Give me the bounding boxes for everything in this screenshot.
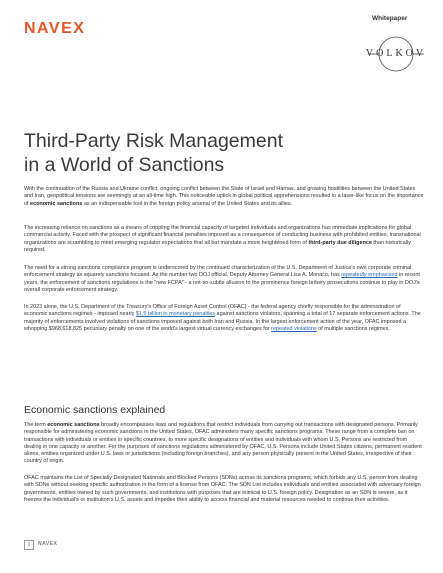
sanctions-explained-paragraph	[24, 422, 424, 466]
document-type-label: Whitepaper	[372, 15, 408, 22]
p3-text-a: The need for a strong sanctions compliance program is underscored by the continued characterization of the U.S. Department of Justice's own corporate criminal enforcement strategy as squarely sanctions focused. As the number two DOJ official, Deputy Attorney General Lisa A. Monaco, has	[24, 265, 412, 279]
volkov-logo	[360, 34, 432, 74]
p5-text-a: The term	[24, 422, 48, 428]
ofac-2023-paragraph	[24, 304, 424, 333]
navex-logo: NAVEX	[24, 20, 86, 37]
reliance-paragraph	[24, 225, 424, 254]
p1-bold: economic sanctions	[30, 200, 83, 207]
title-line-1: Third-Party Risk Management	[24, 130, 284, 152]
title-line-2: in a World of Sanctions	[24, 154, 225, 176]
intro-paragraph	[24, 186, 424, 208]
repeated-violations-link[interactable]: repeated violations	[271, 325, 317, 332]
p4-text-b: against sanctions violators, spanning a total of 17 separate enforcement actions. The majority of enforcements involved violations of sanctions imposed against both Iran and Russia. In the largest enforcement action of the year, OFAC imposed a whopping $968,618,825 pecuniary penalty on one of the world's largest virtual currency exchanges for	[24, 311, 421, 332]
page-title	[24, 129, 404, 177]
p2-text-c: than historically required.	[24, 239, 411, 253]
p5-text-c: broadly encompasses laws and regulations that restrict individuals from carrying out transactions with designated persons. Primarily responsible for administering economic sanctions in the United States, OFAC administers many specific sanctions programs. These range from a complete ban on transactions with individuals or entities in specific countries, to more specific designations of entities and individuals with whom U.S. Persons are restricted from dealing in one capacity or another. For the purposes of sanctions regulations administered by OFAC, U.S. Persons include United States citizens, permanent resident aliens, entities organized under U.S. laws or jurisdictions (including foreign branches), and any person physically present in the United States, irrespective of their country of origin.	[24, 422, 422, 465]
p1-text-a: With the continuation of the Russia and Ukraine conflict, ongoing conflict between the State of Israel and Hamas, and growing hostilities between the United States and Iran, geopolitical tensions are seemingly at an all-time high. This noticeable uptick in global political apprehensions resulted in a laser-like focus on the importance of	[24, 186, 424, 207]
doj-paragraph	[24, 265, 424, 294]
p4-text-c: of multiple sanctions regimes.	[316, 325, 390, 332]
p5-bold: economic sanctions	[47, 422, 100, 428]
p2-text-a: The increasing reliance on sanctions as a means of crippling the financial capacity of targeted individuals and organizations has immediate implications for global commercial activity. Faced with the prospect of significant financial penalties imposed as a consequence of conducting business with prohibited entities, transnational organizations are scrambling to meet emerging regulator expectations that all but mandate a more heightened form of	[24, 225, 421, 246]
p4-text-a: In 2023 alone, the U.S. Department of the Treasury's Office of Foreign Asset Control (OFAC) - the federal agency chiefly responsible for the administration of economic sanctions regimes - imposed nearly	[24, 304, 401, 318]
p3-text-c: in recent years, the enforcement of sanctions regulations is the "new FCPA" - a not-so-subtle allusion to the prominence foreign bribery prosecutions continue to play in DOJ's overall corporate enforcement strategy.	[24, 272, 420, 293]
repeatedly-emphasized-link[interactable]: repeatedly emphasized	[341, 272, 398, 279]
p1-text-c: as an indispensable tool in the foreign policy arsenal of the United States and its allies.	[82, 200, 293, 207]
p2-bold: third-party due diligence	[308, 239, 372, 246]
monetary-penalties-link[interactable]: $1.5 billion in monetary penalties	[135, 311, 216, 318]
section-heading: Economic sanctions explained	[24, 404, 166, 416]
volkov-logo-text: VOLKOV	[365, 48, 427, 59]
page-number: 1	[24, 540, 34, 550]
p6-text: OFAC maintains the List of Specially Designated Nationals and Blocked Persons (SDNs) across its sanctions programs, which forbids any U.S. person from dealing with SDNs without seeking specific authorization in the form of a license from OFAC. The SDN List includes individuals and entities associated with adversary foreign governments, entities owned by such governments, and institutions with purposes that are inimical to U.S. foreign policy. Designation as an SDN is severe, as it freezes the individual's or institution's U.S. assets and impedes their ability to access financial and material resources needed to continue their activities.	[24, 475, 421, 503]
sdn-list-paragraph	[24, 475, 424, 504]
footer-brand: NAVEX	[38, 541, 58, 547]
